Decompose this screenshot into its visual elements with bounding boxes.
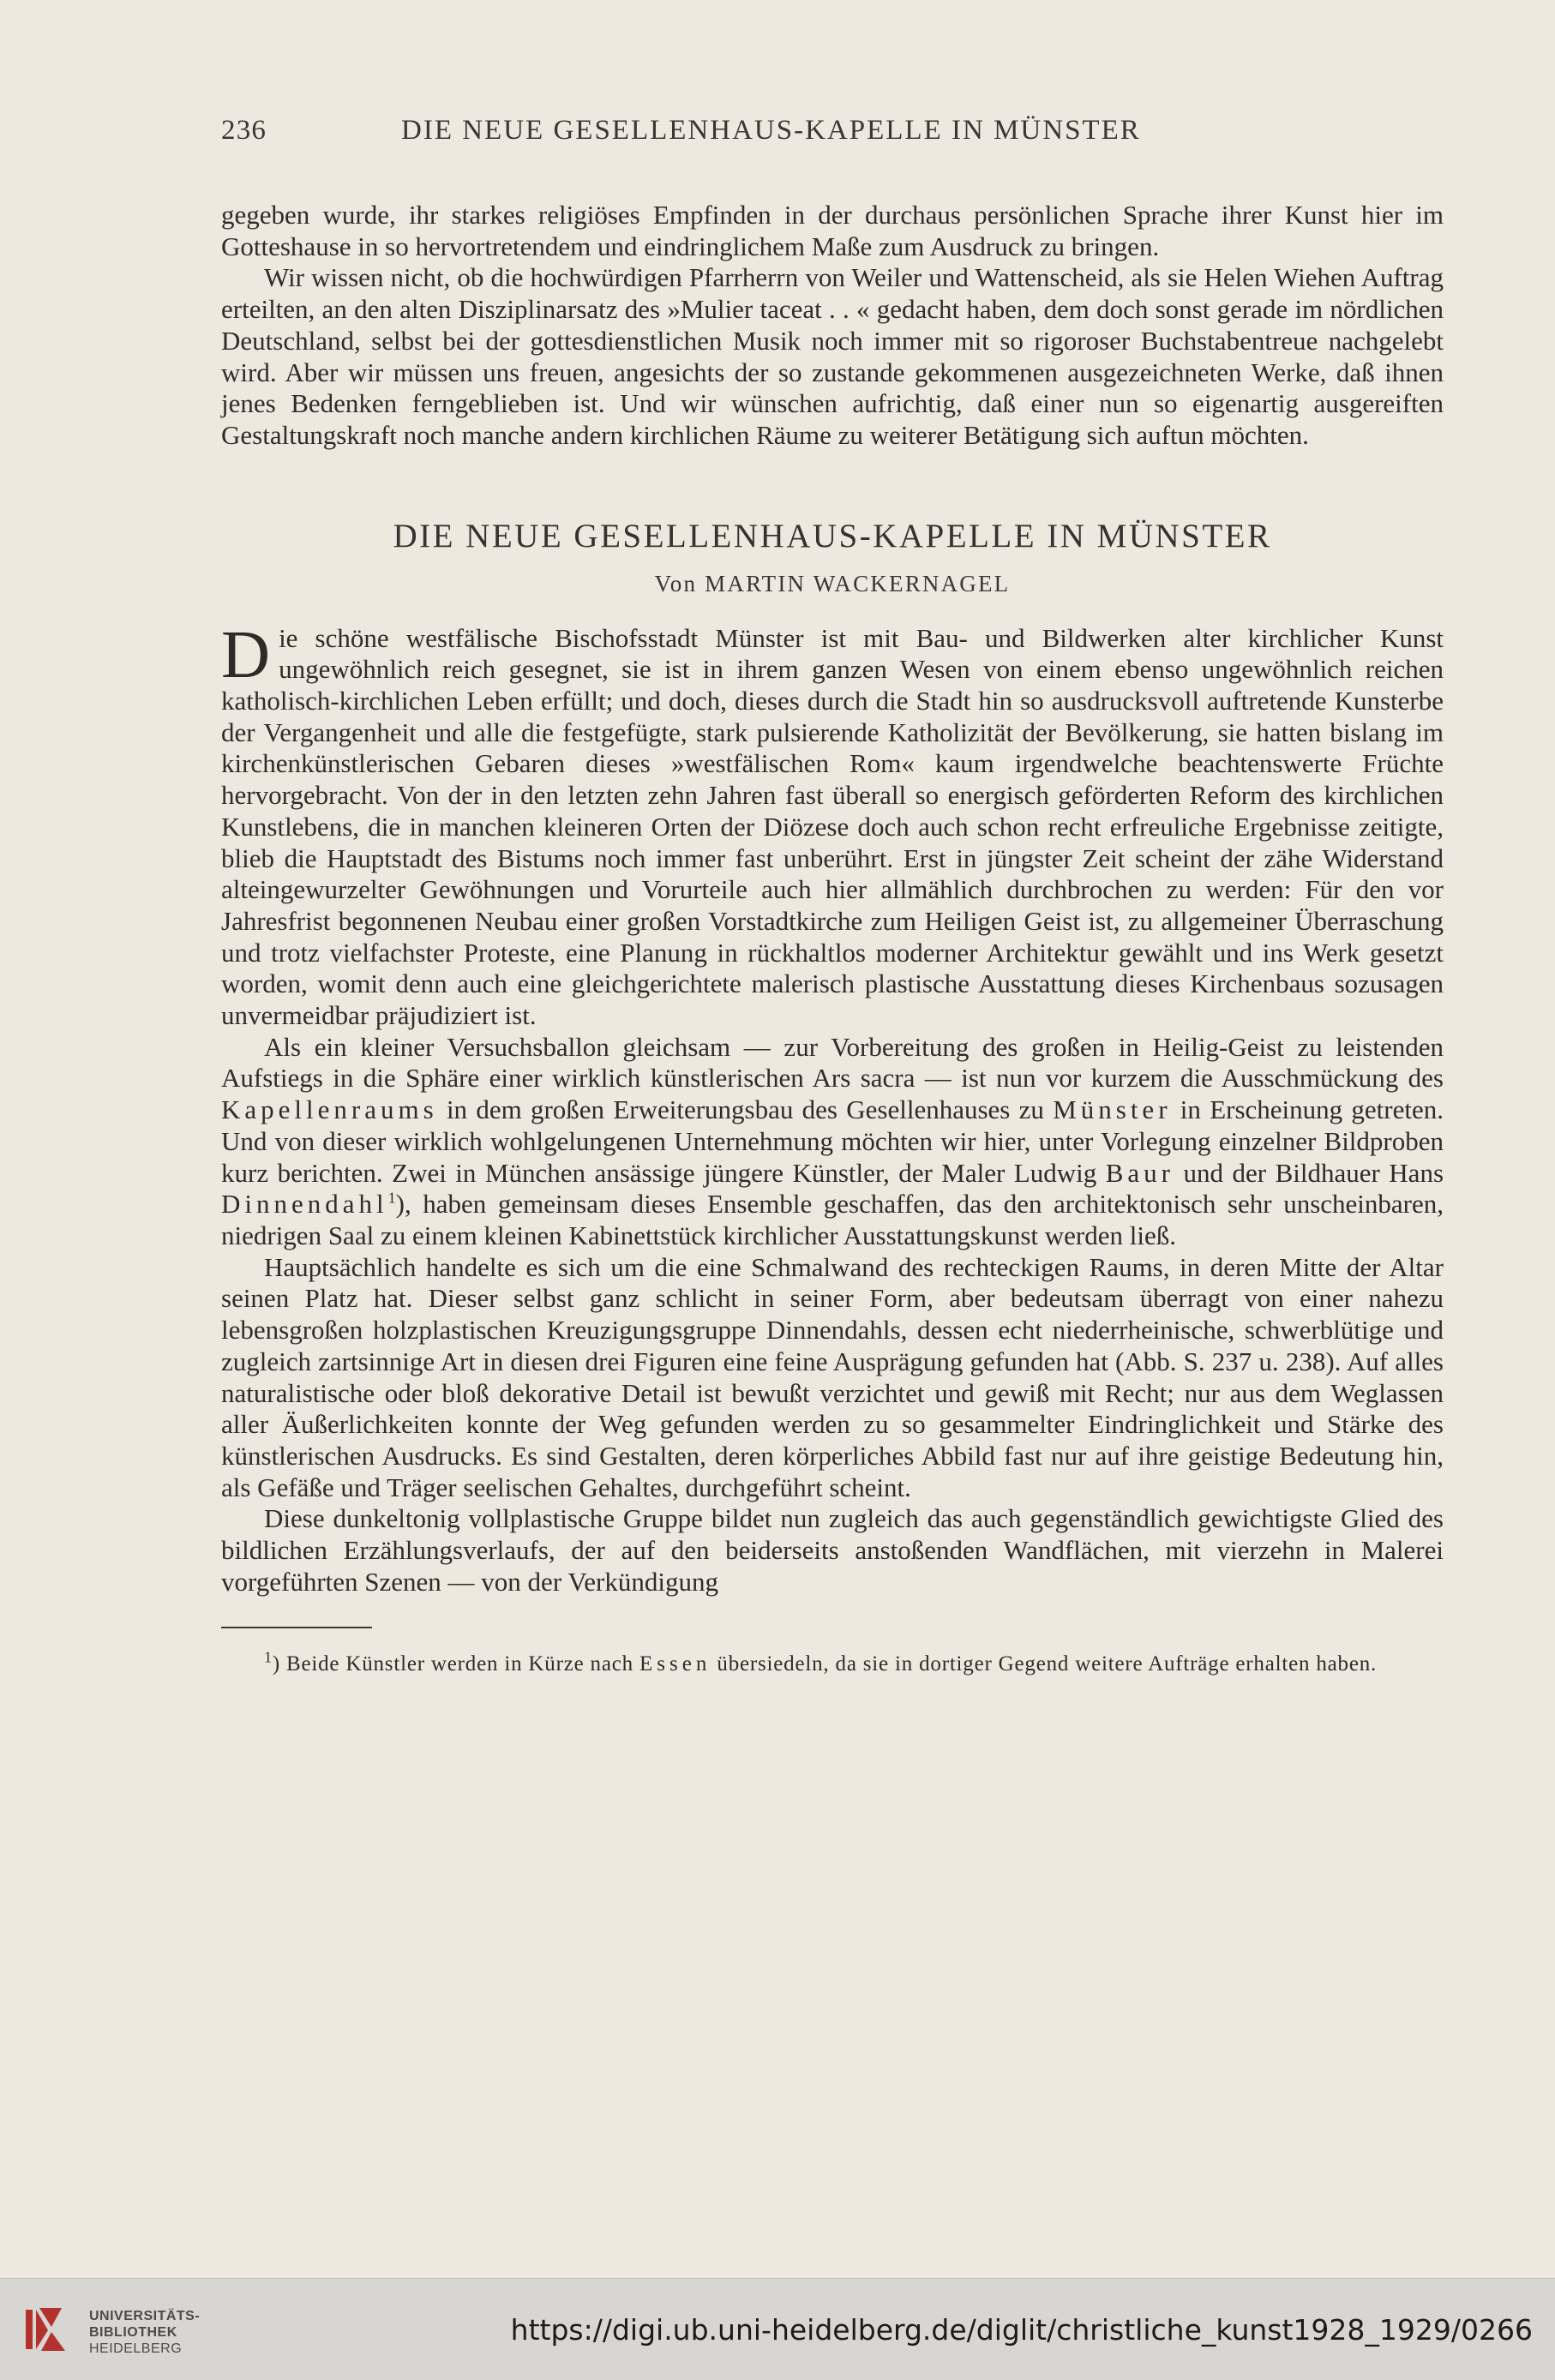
- footnote-reference[interactable]: 1: [387, 1189, 396, 1207]
- footer-bar: [0, 2278, 1555, 2380]
- paragraph-text: in dem großen Erweiterungsbau des Gesellenhauses zu: [446, 1094, 1044, 1125]
- article-paragraph: Diese dunkeltonig vollplastische Gruppe bildet nun zugleich das auch gegenständlich gewichtigste Glied des bildlichen Erzählungsverlaufs, der auf den beiderseits anstoßenden Wandflächen, mit vierzehn in Malerei vorgeführten Szenen — von der Verkündigung: [221, 1503, 1444, 1597]
- heidelberg-library-logo-icon: [22, 2305, 74, 2354]
- footnote-divider: [221, 1627, 372, 1628]
- paragraph-text: ie schöne westfälische Bischofsstadt Münster ist mit Bau- und Bildwerken alter kirchlicher Kunst ungewöhnlich reich gesegnet, sie ist in ihrem ganzen Wesen von einem ebenso ungewöhnlich reichen katholisch-kirchlichen Leben erfüllt; und doch, dieses durch die Stadt hin so ausdrucksvoll auftretende Kunsterbe der Vergangenheit und alle die festgefügte, stark pulsierende Katholizität der Bevölkerung, sie hatten bislang im kirchenkünstlerischen Gebaren dieses »westfälischen Rom« kaum irgendwelche beachtenswerte Früchte hervorgebracht. Von der in den letzten zehn Jahren fast überall so energisch geförderten Reform des kirchlichen Kunstlebens, die in manchen kleineren Orten der Diözese doch auch schon recht erfreuliche Ergebnisse zeitigte, blieb die Hauptstadt des Bistums noch immer fast unberührt. Erst in jüngster Zeit scheint der zähe Widerstand alteingewurzelter Gewöhnungen und Vorurteile auch hier allmählich durchbrochen zu werden: Für den vor Jahresfrist begonnenen Neubau einer großen Vorstadtkirche zum Heiligen Geist ist, zu allgemeiner Überraschung und trotz vielfachster Proteste, eine Planung in rückhaltlos moderner Architektur gewählt und ins Werk gesetzt worden, womit denn auch eine gleichgerichtete malerisch plastische Ausstattung dieses Kirchenbaus sozusagen unvermeidbar präjudiziert ist.: [221, 622, 1444, 1031]
- drop-cap: D: [221, 617, 271, 692]
- article-title: DIE NEUE GESELLENHAUS-KAPELLE IN MÜNSTER: [393, 517, 1272, 555]
- paragraph-text: und der Bildhauer Hans: [1183, 1157, 1444, 1188]
- paragraph-text: Als ein kleiner Versuchsballon gleichsam — zur Vorbereitung des großen in Heilig-Geist zu leistenden Aufstiegs in die Sphäre einer wirklich künstlerischen Ars sacra — ist nun vor kurzem die Ausschmückung des: [221, 1031, 1444, 1094]
- library-name-line: UNIVERSITÄTS-: [89, 2309, 201, 2323]
- emphasized-term: Baur: [1105, 1157, 1175, 1188]
- footnote-mark: 1: [264, 1649, 273, 1667]
- article-byline: Von MARTIN WACKERNAGEL: [654, 570, 1011, 596]
- emphasized-term: Dinnendahl: [221, 1189, 388, 1220]
- paragraph-text: ), haben gemeinsam dieses Ensemble geschaffen, das den architektonisch sehr unscheinbaren, niedrigen Saal zu einem kleinen Kabinettstück kirchlicher Ausstattungskunst werden ließ.: [221, 1189, 1444, 1250]
- footnote-text: ) Beide Künstler werden in Kürze nach: [272, 1652, 633, 1676]
- library-name: [89, 2308, 200, 2357]
- permalink-url[interactable]: https://digi.ub.uni-heidelberg.de/diglit/christliche_kunst1928_1929/0266: [510, 2313, 1533, 2347]
- article-paragraph: Hauptsächlich handelte es sich um die eine Schmalwand des rechteckigen Raums, in deren Mitte der Altar seinen Platz hat. Dieser selbst ganz schlicht in seiner Form, aber bedeutsam überragt von einer nahezu lebensgroßen holzplastischen Kreuzigungsgruppe Dinnendahls, dessen echt niederrheinische, schwerblütige und zugleich zartsinnige Art in diesen drei Figuren eine feine Ausprägung gefunden hat (Abb. S. 237 u. 238). Auf alles naturalistische oder bloß dekorative Detail ist bewußt verzichtet und gewiß mit Recht; nur aus dem Weglassen aller Äußerlichkeiten konnte der Weg gefunden werden zu so gesammelter Eindringlichkeit und Stärke des künstlerischen Ausdrucks. Es sind Gestalten, deren körperliches Abbild fast nur auf ihre geistige Bedeutung hin, als Gefäße und Träger seelischen Gehaltes, durchgeführt scheint.: [221, 1251, 1444, 1502]
- emphasized-term: Essen: [639, 1652, 711, 1676]
- running-title: DIE NEUE GESELLENHAUS-KAPELLE IN MÜNSTER: [401, 115, 1141, 146]
- page-number: 236: [221, 115, 267, 146]
- footnote: [221, 1651, 1444, 1677]
- footnote-text: übersiedeln, da sie in dortiger Gegend weitere Aufträge erhalten haben.: [717, 1652, 1378, 1676]
- library-name-line: HEIDELBERG: [89, 2341, 183, 2356]
- page-content: [221, 115, 1444, 1677]
- emphasized-term: Kapellenraums: [221, 1094, 438, 1125]
- prev-article-paragraph: Wir wissen nicht, ob die hochwürdigen Pfarrherrn von Weiler und Wattenscheid, als sie Helen Wiehen Auftrag erteilten, an den alten Disziplinarsatz des »Mulier taceat . . « gedacht haben, dem doch sonst gerade im nördlichen Deutschland, selbst bei der gottesdienstlichen Musik noch immer mit so rigoroser Buchstabentreue nachgelebt wird. Aber wir müssen uns freuen, angesichts der so zustande gekommenen ausgezeichneten Werke, daß ihnen jenes Bedenken ferngeblieben ist. Und wir wünschen aufrichtig, daß einer nun so eigenartig ausgereiften Gestaltungskraft noch manche andern kirchlichen Räume zu weiterer Betätigung sich auftun möchten.: [221, 262, 1444, 450]
- library-name-line: BIBLIOTHEK: [89, 2325, 177, 2340]
- prev-article-paragraph: gegeben wurde, ihr starkes religiöses Empfinden in der durchaus persönlichen Sprache ihrer Kunst hier im Gotteshause in so hervortretendem und eindringlichem Maße zum Ausdruck zu bringen.: [221, 200, 1444, 261]
- article-paragraph: [221, 617, 1444, 1032]
- paragraph-text: in Erscheinung getreten. Und von dieser wirklich wohlgelungenen Unternehmung möchten wir hier, unter Vorlegung einzelner Bildproben kurz berichten. Zwei in München ansässige jüngere Künstler, der Maler Ludwig: [221, 1094, 1444, 1188]
- running-header: [221, 115, 1444, 147]
- article-paragraph: [221, 1032, 1444, 1252]
- emphasized-term: Münster: [1053, 1094, 1172, 1125]
